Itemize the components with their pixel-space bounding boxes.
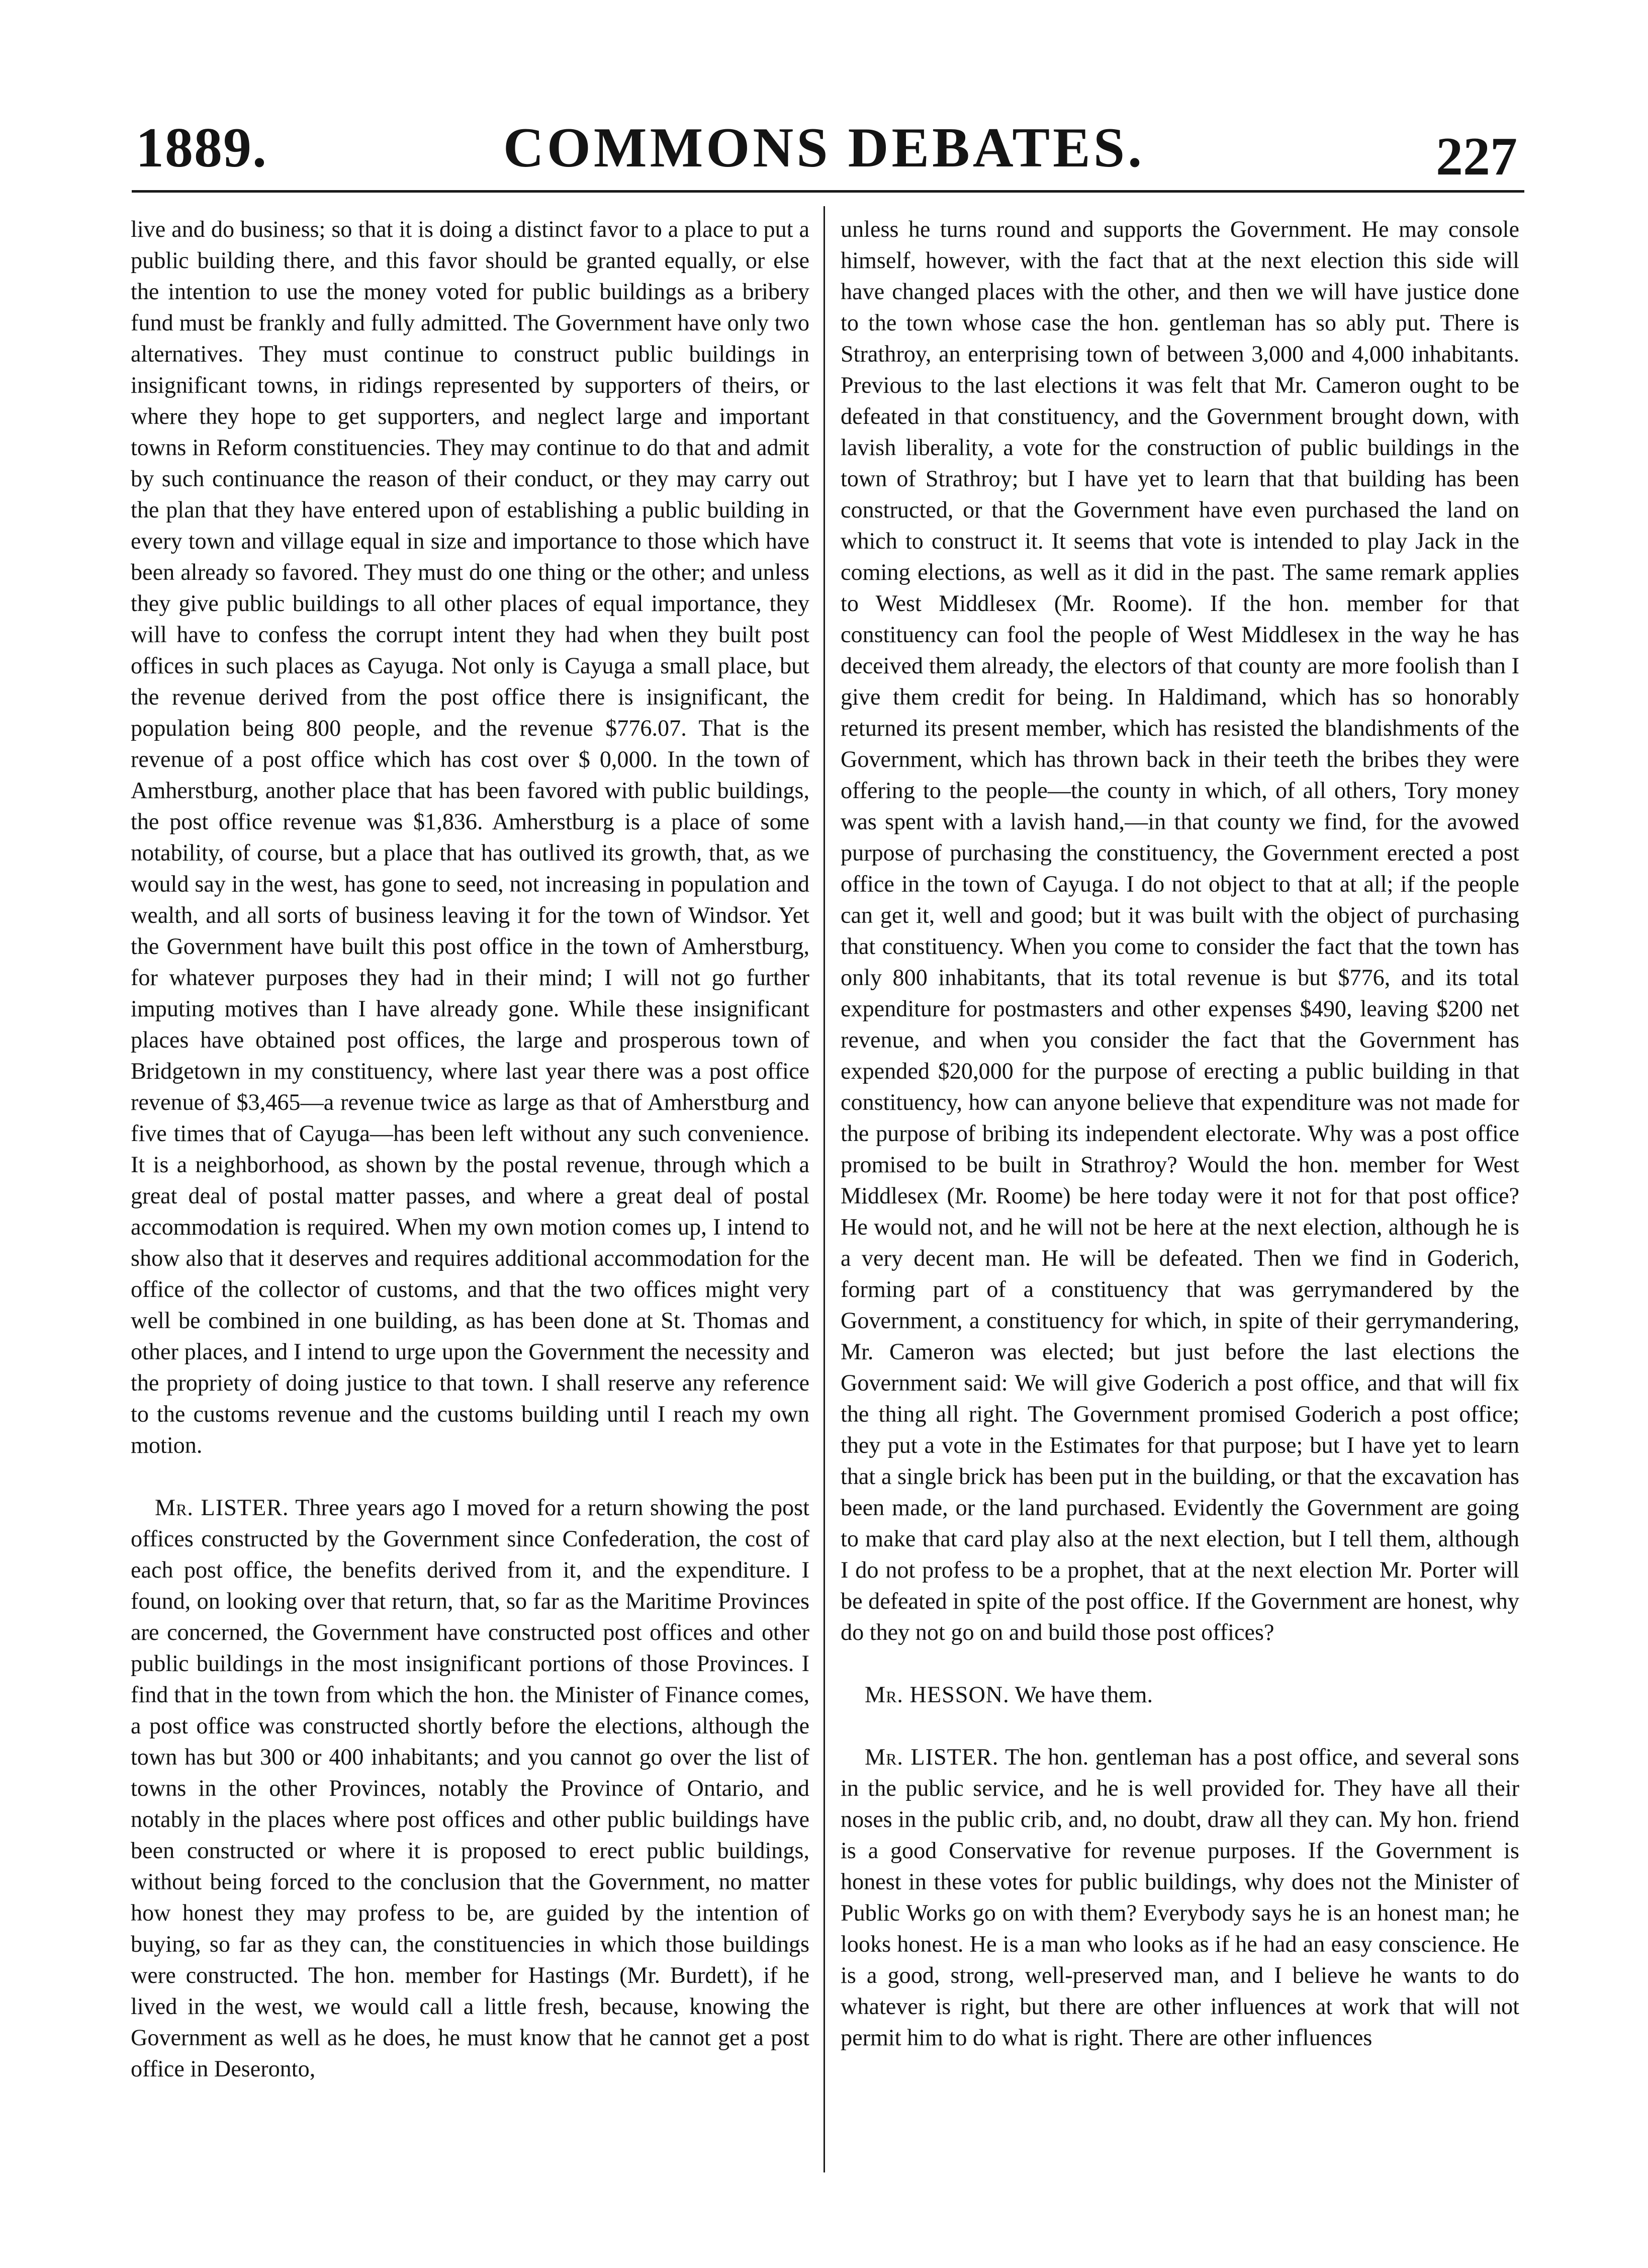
right-paragraph-3 (841, 1741, 1519, 2053)
speech-text: Three years ago I moved for a return showing the post offices constructed by the Government since Confederation, the cost of each post office, the benefits derived from it, and the expenditure. I found, on looking over that return, that, so far as the Maritime Provinces are concerned, the Government have constructed post offices and other public buildings in the most insignificant portions of those Provinces. I find that in the town from which the hon. the Minister of Finance comes, a post office was constructed shortly before the elections, although the town has but 300 or 400 inhabitants; and you cannot go over the list of towns in the other Provinces, notably the Province of Ontario, and notably in the places where post offices and other public buildings have been constructed or where it is proposed to erect public buildings, without being forced to the conclusion that the Government, no matter how honest they may profess to be, are guided by the intention of buying, so far as they can, the constituencies in which those buildings were constructed. The hon. member for Hastings (Mr. Burdett), if he lived in the west, we would call a little fresh, because, knowing the Government as well as he does, he must know that he cannot get a post office in Deseronto, (131, 1495, 809, 2081)
speaker-name: Mr. LISTER. (865, 1744, 999, 1770)
left-paragraph-2 (131, 1492, 809, 2084)
right-paragraph-1: unless he turns round and supports the Government. He may console himself, however, with the fact that at the next election this side will have changed places with the other, and then we will have justice done to the town whose case the hon. gentleman has so ably put. There is Strathroy, an enterprising town of between 3,000 and 4,000 inhabitants. Previous to the last elections it was felt that Mr. Cameron ought to be defeated in that constituency, and the Government brought down, with lavish liberality, a vote for the construction of public buildings in the town of Strathroy; but I have yet to learn that that building has been constructed, or that the Government have even purchased the land on which to construct it. It seems that vote is intended to play Jack in the coming elections, as well as it did in the past. The same remark applies to West Middlesex (Mr. Roome). If the hon. member for that constituency can fool the people of West Middlesex in the way he has deceived them already, the electors of that county are more foolish than I give them credit for being. In Haldimand, which has so honorably returned its present member, which has resisted the blandishments of the Government, which has thrown back in their teeth the bribes they were offering to the people—the county in which, of all others, Tory money was spent with a lavish hand,—in that county we find, for the avowed purpose of purchasing the constituency, the Government erected a post office in the town of Cayuga. I do not object to that at all; if the people can get it, well and good; but it was built with the object of purchasing that constituency. When you come to consider the fact that the town has only 800 inhabitants, that its total revenue is but $776, and its total expenditure for postmasters and other expenses $490, leaving $200 net revenue, and when you consider the fact that the Government has expended $20,000 for the purpose of erecting a public building in that constituency, how can anyone believe that expenditure was not made for the purpose of bribing its independent electorate. Why was a post office promised to be built in Strathroy? Would the hon. member for West Middlesex (Mr. Roome) be here today were it not for that post office? He would not, and he will not be here at the next election, although he is a very decent man. He will be defeated. Then we find in Goderich, forming part of a constituency that was gerrymandered by the Government, a constituency for which, in spite of their gerrymandering, Mr. Cameron was elected; but just before the last elections the Government said: We will give Goderich a post office, and that will fix the thing all right. The Government promised Goderich a post office; they put a vote in the Estimates for that purpose; but I have yet to learn that a single brick has been put in the building, or that the excavation has been made, or the land purchased. Evidently the Government are going to make that card play also at the next election, but I tell them, although I do not profess to be a prophet, that at the next election Mr. Porter will be defeated in spite of the post office. If the Government are honest, why do they not go on and build those post offices? (841, 216, 1519, 1645)
header-rule (132, 190, 1524, 193)
header-year: 1889. (136, 117, 267, 179)
page-header (0, 0, 1648, 191)
right-column (841, 214, 1519, 2165)
header-title: COMMONS DEBATES. (503, 117, 1145, 179)
left-column (131, 214, 809, 2165)
header-page-number: 227 (1436, 127, 1517, 187)
right-paragraph-2 (841, 1679, 1519, 1710)
left-paragraph-1: live and do business; so that it is doing a distinct favor to a place to put a public building there, and this favor should be granted equally, or else the intention to use the money voted for public buildings as a bribery fund must be frankly and fully admitted. The Government have only two alternatives. They must continue to construct public buildings in insignificant towns, in ridings represented by supporters of theirs, or where they hope to get supporters, and neglect large and important towns in Reform constituencies. They may continue to do that and admit by such continuance the reason of their conduct, or they may carry out the plan that they have entered upon of establishing a public building in every town and village equal in size and importance to those which have been already so favored. They must do one thing or the other; and unless they give public buildings to all other places of equal importance, they will have to confess the corrupt intent they had when they built post offices in such places as Cayuga. Not only is Cayuga a small place, but the revenue derived from the post office there is insignificant, the population being 800 people, and the revenue $776.07. That is the revenue of a post office which has cost over $ 0,000. In the town of Amherstburg, another place that has been favored with public buildings, the post office revenue was $1,836. Amherstburg is a place of some notability, of course, but a place that has outlived its growth, that, as we would say in the west, has gone to seed, not increasing in population and wealth, and all sorts of business leaving it for the town of Windsor. Yet the Government have built this post office in the town of Amherstburg, for whatever purposes they had in their mind; I will not go further imputing motives than I have already gone. While these insignificant places have obtained post offices, the large and prosperous town of Bridgetown in my constituency, where last year there was a post office revenue of $3,465—a revenue twice as large as that of Amherstburg and five times that of Cayuga—has been left without any such convenience. It is a neighborhood, as shown by the postal revenue, through which a great deal of postal matter passes, and where a great deal of postal accommodation is required. When my own motion comes up, I intend to show also that it deserves and requires additional accommodation for the office of the collector of customs, and that the two offices might very well be combined in one building, as has been done at St. Thomas and other places, and I intend to urge upon the Government the necessity and the propriety of doing justice to that town. I shall reserve any reference to the customs revenue and the customs building until I reach my own motion. (131, 216, 809, 1458)
speech-text: We have them. (1015, 1682, 1153, 1707)
speaker-name: Mr. HESSON. (865, 1682, 1010, 1707)
speech-text: The hon. gentleman has a post office, and several sons in the public service, and he is well provided for. They have all their noses in the public crib, and, no doubt, draw all they can. My hon. friend is a good Conservative for revenue purposes. If the Government is honest in these votes for public buildings, why does not the Minister of Public Works go on with them? Everybody says he is an honest man; he looks honest. He is a man who looks as if he had an easy conscience. He is a good, strong, well-preserved man, and I believe he wants to do whatever is right, but there are other influences at work that will not permit him to do what is right. There are other influences (841, 1744, 1519, 2050)
column-divider (823, 206, 825, 2172)
speaker-name: Mr. LISTER. (155, 1495, 289, 1520)
